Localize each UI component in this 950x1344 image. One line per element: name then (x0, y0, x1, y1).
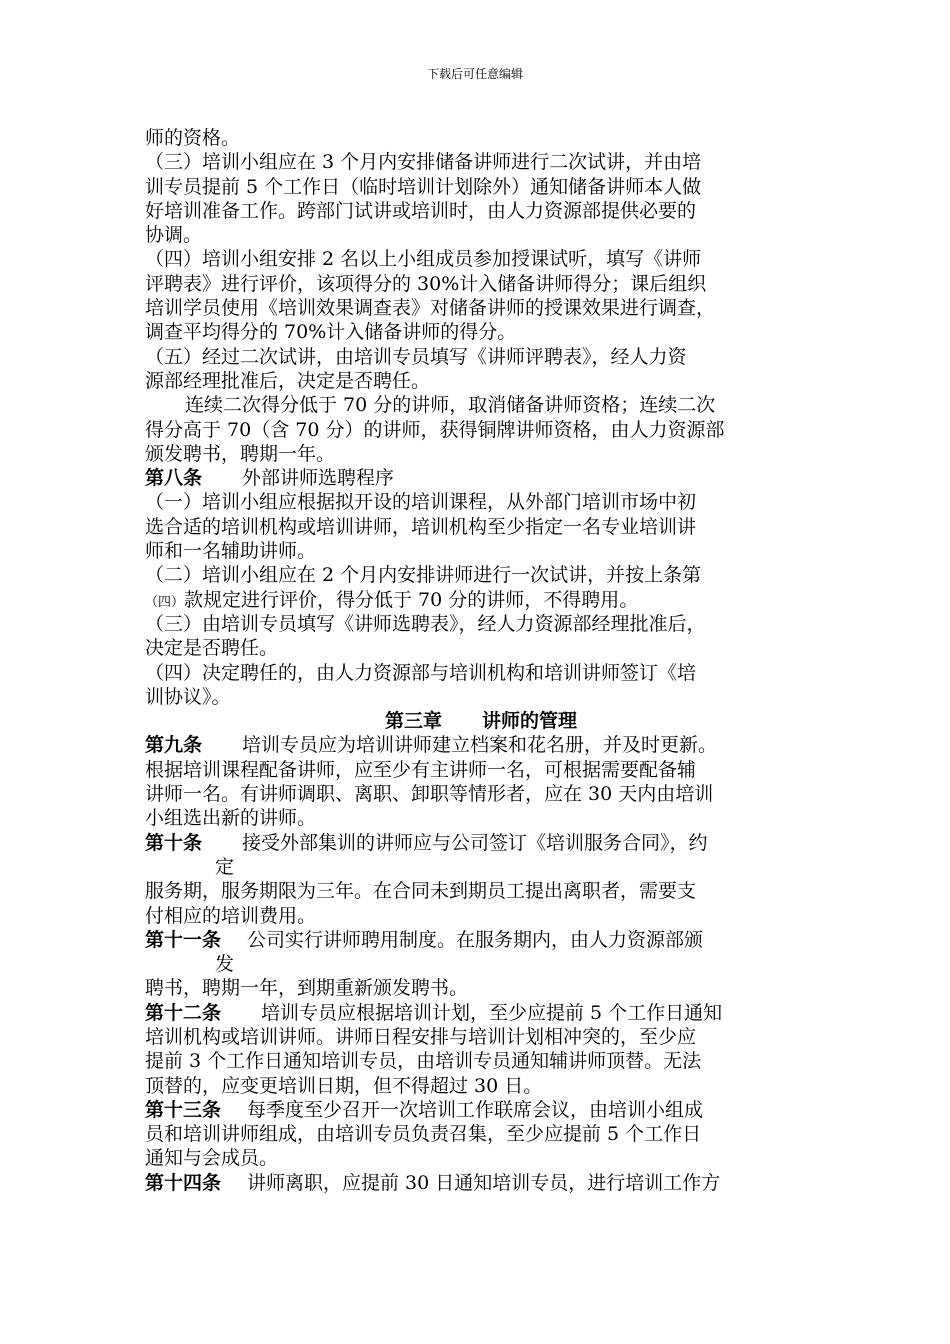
article-text: 培训专员应根据培训计划，至少应提前 5 个工作日通知 (261, 1001, 723, 1024)
line-text: 款规定进行评价，得分低于 70 分的讲师，不得聘用。 (184, 588, 639, 611)
chapter-heading (145, 709, 817, 733)
text-line: 评聘表》进行评价，该项得分的 30%计入储备讲师得分；课后组织 (145, 272, 707, 295)
text-line: 决定是否聘任。 (145, 637, 279, 660)
text-line: 选合适的培训机构或培训讲师，培训机构至少指定一名专业培训讲 (145, 515, 697, 538)
text-line: （一）培训小组应根据拟开设的培训课程，从外部门培训市场中初 (145, 491, 697, 514)
article-title: 第十一条 (145, 928, 222, 951)
article-text: 公司实行讲师聘用制度。在服务期内，由人力资源部颁 (247, 928, 704, 951)
chapter-number: 第三章 (384, 710, 442, 733)
text-line: （五）经过二次试讲，由培训专员填写《讲师评聘表》，经人力资 (145, 345, 687, 368)
article-title: 第十二条 (145, 1001, 222, 1024)
text-line: 得分高于 70（含 70 分）的讲师，获得铜牌讲师资格，由人力资源部 (145, 418, 725, 441)
article-14 (145, 1171, 817, 1195)
text-line: 连续二次得分低于 70 分的讲师，取消储备讲师资格；连续二次 (185, 394, 716, 417)
text-line: （二）培训小组应在 2 个月内安排讲师进行一次试讲，并按上条第 (145, 564, 702, 587)
article-title: 第十三条 (145, 1098, 222, 1121)
text-line: 付相应的培训费用。 (145, 904, 317, 927)
text-line: （四）决定聘任的，由人力资源部与培训机构和培训讲师签订《培 (145, 661, 697, 684)
article-10 (145, 831, 817, 855)
article-9 (145, 733, 817, 757)
text-line: 师和一名辅助讲师。 (145, 540, 317, 563)
chapter-title: 讲师的管理 (482, 710, 578, 733)
article-text: 外部讲师选聘程序 (242, 467, 395, 490)
article-title: 第八条 (145, 467, 203, 490)
text-line: （三）由培训专员填写《讲师选聘表》，经人力资源部经理批准后， (145, 612, 706, 635)
text-line: 培训机构或培训讲师。讲师日程安排与培训计划相冲突的，至少应 (145, 1025, 697, 1048)
text-line: 师的资格。 (145, 127, 241, 149)
article-title: 第九条 (145, 734, 203, 757)
text-line: 发 (215, 953, 235, 976)
article-text: 接受外部集训的讲师应与公司签订《培训服务合同》，约 (242, 831, 708, 854)
text-line: 定 (215, 855, 235, 878)
text-line: 好培训准备工作。跨部门试讲或培训时，由人力资源部提供必要的 (145, 199, 697, 222)
article-13 (145, 1098, 817, 1122)
article-12 (145, 1001, 817, 1025)
text-line: （四）培训小组安排 2 名以上小组成员参加授课试听，填写《讲师 (145, 248, 702, 271)
text-line: 员和培训讲师组成，由培训专员负责召集，至少应提前 5 个工作日 (145, 1123, 702, 1146)
text-line: 调查平均得分的 70%计入储备讲师的得分。 (145, 321, 517, 344)
text-line: 小组选出新的讲师。 (145, 807, 317, 830)
text-line: 源部经理批准后，决定是否聘任。 (145, 369, 431, 392)
text-line: 通知与会成员。 (145, 1147, 279, 1170)
text-line: 提前 3 个工作日通知培训专员，由培训专员通知辅讲师顶替。无法 (145, 1050, 702, 1073)
article-text: 培训专员应为培训讲师建立档案和花名册，并及时更新。 (242, 734, 718, 757)
text-line: 讲师一名。有讲师调职、离职、卸职等情形者，应在 30 天内由培训 (145, 783, 714, 806)
small-label: （四） (145, 594, 185, 610)
text-line (145, 588, 817, 612)
text-line: 训专员提前 5 个工作日（临时培训计划除外）通知储备讲师本人做 (145, 175, 702, 198)
text-line: 培训学员使用《培训效果调查表》对储备讲师的授课效果进行调查， (145, 297, 716, 320)
article-11 (145, 928, 817, 952)
text-line: 服务期，服务期限为三年。在合同未到期员工提出离职者，需要支 (145, 880, 697, 903)
text-line: 根据培训课程配备讲师，应至少有主讲师一名，可根据需要配备辅 (145, 758, 697, 781)
text-line: 聘书，聘期一年，到期重新颁发聘书。 (145, 977, 469, 1000)
page-header: 下载后可任意编辑 (426, 67, 523, 81)
article-text: 讲师离职，应提前 30 日通知培训专员，进行培训工作方 (247, 1171, 721, 1194)
text-line: （三）培训小组应在 3 个月内安排储备讲师进行二次试讲，并由培 (145, 151, 702, 174)
text-line: 协调。 (145, 224, 203, 247)
document-body (145, 126, 817, 1195)
article-title: 第十条 (145, 831, 203, 854)
article-text: 每季度至少召开一次培训工作联席会议，由培训小组成 (247, 1098, 704, 1121)
text-line: 颁发聘书，聘期一年。 (145, 442, 336, 465)
text-line: 训协议》。 (145, 685, 231, 708)
article-8 (145, 466, 817, 490)
article-title: 第十四条 (145, 1171, 222, 1194)
text-line: 顶替的，应变更培训日期，但不得超过 30 日。 (145, 1074, 543, 1097)
